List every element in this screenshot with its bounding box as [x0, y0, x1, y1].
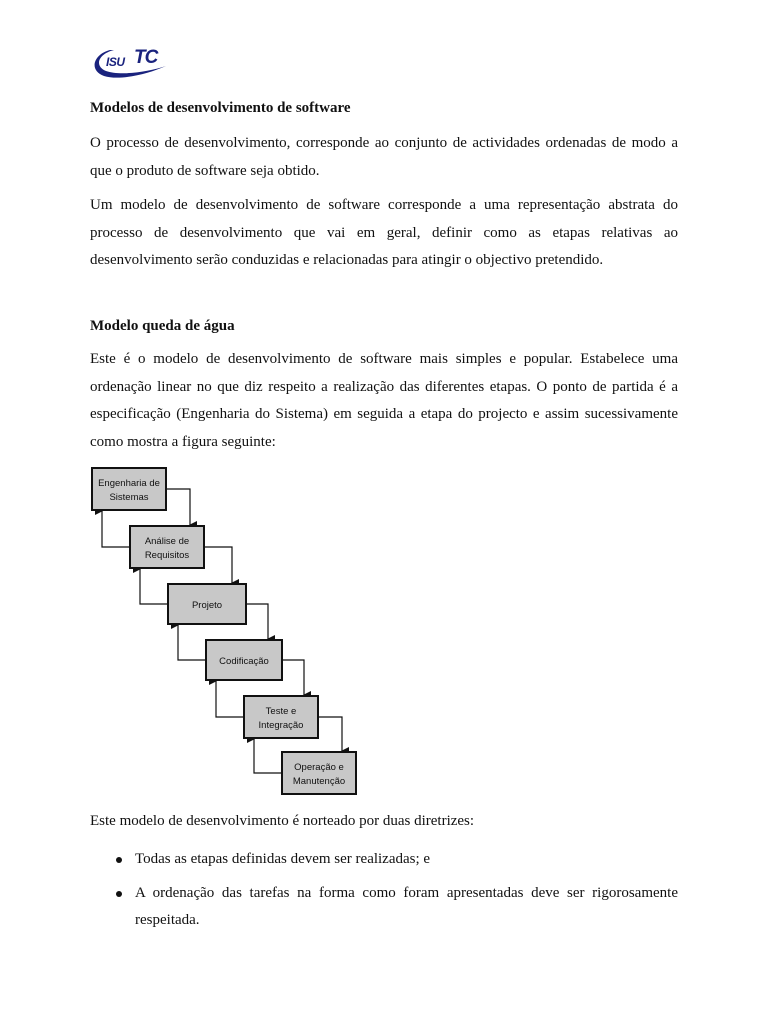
guidelines-list: [90, 846, 678, 935]
paragraph-waterfall-description: Este é o modelo de desenvolvimento de software mais simples e popular. Estabelece uma ordenação linear no que diz respeito a realização das diferentes etapas. O ponto de partida é a especificação (Engenharia do Sistema) em seguida a etapa do projecto e assim sucessivamente como mostra a figura seguinte:: [90, 351, 678, 450]
feedback-arrow: [254, 739, 282, 773]
list-item-text: A ordenação das tarefas na forma como foram apresentadas deve ser rigorosamente respeitada.: [135, 884, 678, 928]
feedback-arrow: [216, 681, 244, 717]
step-rect: [92, 468, 166, 510]
step-rect: [130, 526, 204, 568]
step-label: Manutenção: [292, 776, 346, 787]
step-label: Sistemas: [109, 492, 149, 503]
paragraph-guidelines-intro: Este modelo de desenvolvimento é norteado por duas diretrizes:: [90, 813, 475, 829]
forward-arrow: [204, 547, 232, 583]
step-label: Codificação: [219, 656, 269, 667]
step-label: Análise de: [144, 536, 190, 547]
forward-arrow: [246, 604, 268, 639]
waterfall-step-box: [282, 752, 356, 794]
step-label: Operação e: [294, 762, 344, 773]
waterfall-step-box: [244, 696, 318, 738]
waterfall-diagram: [88, 462, 368, 802]
paragraph-model-definition: Um modelo de desenvolvimento de software corresponde a uma representação abstrata do processo de desenvolvimento que vai em geral, definir como as etapas relativas ao desenvolvimento serão conduzidas e relacionadas para atingir o objectivo pretendido.: [90, 197, 678, 268]
step-rect: [282, 752, 356, 794]
forward-arrow: [318, 717, 342, 751]
waterfall-step-box: [206, 640, 282, 680]
waterfall-step-box: [168, 584, 246, 624]
forward-arrow: [282, 660, 304, 695]
list-item: [90, 880, 678, 935]
logo-swoosh-icon: [90, 44, 170, 84]
section-heading-models: Modelos de desenvolvimento de software: [90, 100, 351, 116]
paragraph-process: O processo de desenvolvimento, corresponde ao conjunto de actividades ordenadas de modo a que o produto de software seja obtido.: [90, 135, 678, 179]
waterfall-step-box: [92, 468, 166, 510]
feedback-arrow: [178, 625, 206, 660]
isutc-logo: [90, 44, 170, 84]
bullet-icon: [116, 891, 122, 897]
logo-text-tc: TC: [134, 47, 158, 68]
step-label: Requisitos: [144, 550, 190, 561]
list-item: [90, 846, 678, 874]
step-label: Engenharia de: [98, 478, 160, 489]
waterfall-diagram-svg: [88, 462, 368, 802]
list-item-text: Todas as etapas definidas devem ser realizadas; e: [135, 851, 431, 867]
step-rect: [244, 696, 318, 738]
waterfall-step-box: [130, 526, 204, 568]
bullet-icon: [116, 857, 122, 863]
feedback-arrow: [140, 569, 168, 604]
step-label: Projeto: [191, 600, 223, 611]
section-heading-waterfall: Modelo queda de água: [90, 318, 235, 334]
step-label: Integração: [258, 720, 304, 731]
forward-arrow: [166, 489, 190, 525]
feedback-arrow: [102, 511, 130, 547]
logo-text-isu: ISU: [106, 55, 125, 69]
step-label: Teste e: [265, 706, 297, 717]
